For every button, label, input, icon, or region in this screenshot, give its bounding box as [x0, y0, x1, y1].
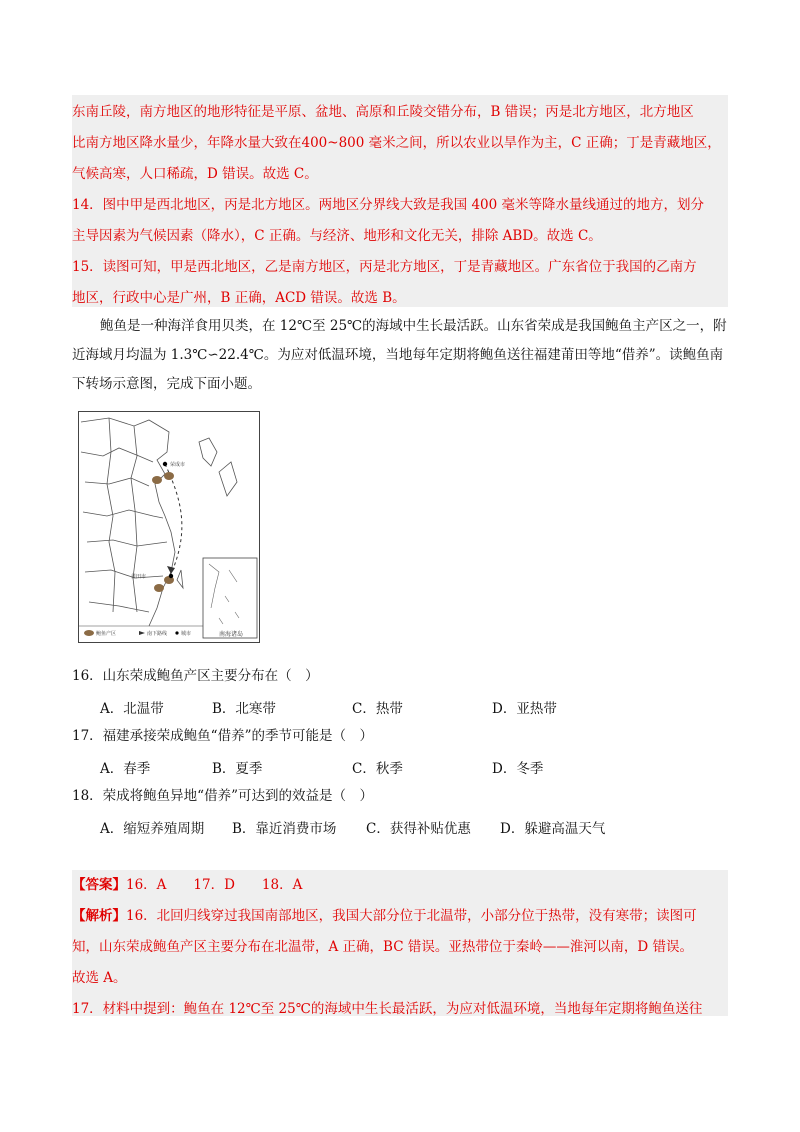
analysis-line	[72, 901, 728, 932]
inset-box	[203, 558, 257, 638]
text-line: 东南丘陵，南方地区的地形特征是平原、盆地、高原和丘陵交错分布，B 错误；丙是北方地区，北方地区	[72, 104, 694, 120]
city-rongcheng-icon	[163, 462, 167, 466]
text-line: 气候高寒，人口稀疏，D 错误。故选 C。	[72, 166, 318, 182]
legend-route-icon	[139, 631, 145, 635]
city-putian-icon	[169, 574, 173, 578]
text-line: 地区，行政中心是广州，B 正确，ACD 错误。故选 B。	[72, 290, 406, 306]
question-17: 17．福建承接荣成鲍鱼“借养”的季节可能是（ ）	[72, 728, 373, 744]
map-drawing	[79, 412, 259, 642]
legend-route: 南下路线	[147, 631, 168, 637]
label-putian: 莆田市	[131, 574, 147, 580]
option: D．亚热带	[492, 701, 557, 717]
option: B．夏季	[212, 761, 263, 777]
abalone-area-south	[154, 584, 164, 592]
migration-route	[165, 464, 182, 574]
abalone-migration-map	[78, 411, 260, 643]
text-line: 故选 A。	[72, 970, 127, 986]
answer-text: 16．A 17．D 18．A	[126, 877, 303, 893]
option: C．获得补贴优惠	[366, 821, 471, 837]
question-stem: 鲍鱼是一种海洋食用贝类，在 12℃至 25℃的海域中生长最活跃。山东省荣成是我国鲍鱼主产区之一，附近海域月均温为 1.3℃∽22.4℃。为应对低温环境，当地每年定期将鲍鱼送往福建莆田等地“借养”。读鲍鱼南下转场示意图，完成下面小题。	[72, 318, 727, 392]
question-18-options	[100, 817, 605, 837]
text-line: 知，山东荣成鲍鱼产区主要分布在北温带，A 正确，BC 错误。亚热带位于秦岭——淮河以南，D 错误。	[72, 939, 693, 955]
option: A．春季	[100, 761, 151, 777]
bottom-answer-box	[72, 870, 728, 1016]
option: C．秋季	[352, 761, 403, 777]
question-16-options	[100, 697, 557, 717]
route-arrow-icon	[167, 566, 175, 574]
legend-abalone: 鲍鱼产区	[96, 631, 117, 637]
answer-tag: 【答案】	[72, 877, 126, 893]
abalone-area-north	[152, 476, 162, 484]
option: D．躲避高温天气	[500, 821, 606, 837]
option: D．冬季	[492, 761, 544, 777]
option: C．热带	[352, 701, 403, 717]
text-line: 主导因素为气候因素（降水），C 正确。与经济、地形和文化无关，排除 ABD。故选 C。	[72, 228, 602, 244]
question-16: 16．山东荣成鲍鱼产区主要分布在（ ）	[72, 668, 319, 684]
legend-city: 城市	[181, 631, 192, 637]
answer-line	[72, 870, 728, 901]
text-line: 比南方地区降水量少，年降水量大致在400~800 毫米之间，所以农业以旱作为主，C 正确；丁是青藏地区，	[72, 135, 721, 151]
text-line: 17．材料中提到：鲍鱼在 12℃至 25℃的海域中生长最活跃，为应对低温环境，当地每年定期将鲍鱼送往	[72, 1001, 703, 1017]
legend-abalone-icon	[84, 630, 94, 636]
option: B．靠近消费市场	[232, 821, 337, 837]
legend-city-icon	[175, 631, 178, 634]
abalone-area-north	[164, 472, 174, 480]
inset-label: 南海诸岛	[219, 631, 244, 638]
option: A．缩短养殖周期	[100, 821, 205, 837]
analysis-text: 16．北回归线穿过我国南部地区，我国大部分位于北温带，小部分位于热带，没有寒带；读图可	[126, 908, 697, 924]
label-rongcheng: 荣成市	[170, 462, 186, 468]
text-line: 15．读图可知，甲是西北地区，乙是南方地区，丙是北方地区，丁是青藏地区。广东省位于我国的乙南方	[72, 259, 697, 275]
option: A．北温带	[100, 701, 164, 717]
top-answer-box	[72, 95, 728, 307]
text-line: 14．图中甲是西北地区，丙是北方地区。两地区分界线大致是我国 400 毫米等降水量线通过的地方，划分	[72, 197, 705, 213]
analysis-tag: 【解析】	[72, 908, 126, 924]
option: B．北寒带	[212, 701, 276, 717]
question-17-options	[100, 757, 543, 777]
question-18: 18．荣成将鲍鱼异地“借养”可达到的效益是（ ）	[72, 788, 373, 804]
